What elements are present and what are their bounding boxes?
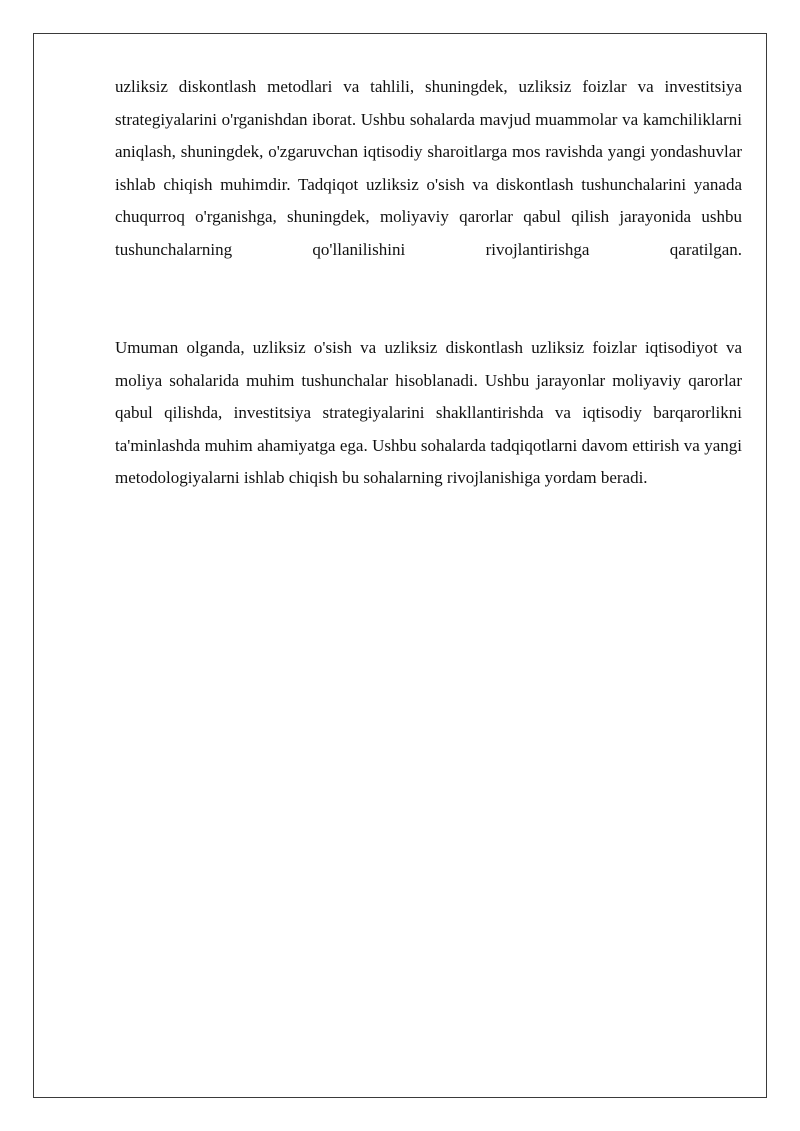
body-paragraph-2: Umuman olganda, uzliksiz o'sish va uzliksiz diskontlash uzliksiz foizlar iqtisodiyot va moliya sohalarida muhim tushunchalar hisoblanadi. Ushbu jarayonlar moliyaviy qarorlar qabul qilishda, investitsiya strategiyalarini shakllantirishda va iqtisodiy barqarorlikni ta'minlashda muhim ahamiyatga ega. Ushbu sohalarda tadqiqotlarni davom ettirish va yangi metodologiyalarni ishlab chiqish bu sohalarning rivojlanishiga yordam beradi.: [115, 338, 742, 488]
body-paragraph-1: uzliksiz diskontlash metodlari va tahlili, shuningdek, uzliksiz foizlar va investitsiya strategiyalarini o'rganishdan iborat. Ushbu sohalarda mavjud muammolar va kamchiliklarni aniqlash, shuningdek, o'zgaruvchan iqtisodiy sharoitlarga mos ravishda yangi yondashuvlar ishlab chiqish muhimdir. Tadqiqot uzliksiz o'sish va diskontlash tushunchalarini yanada chuqurroq o'rganishga, shuningdek, moliyaviy qarorlar qabul qilish jarayonida ushbu tushunchalarning qo'llanilishini rivojlantirishga qaratilgan.: [115, 77, 742, 259]
